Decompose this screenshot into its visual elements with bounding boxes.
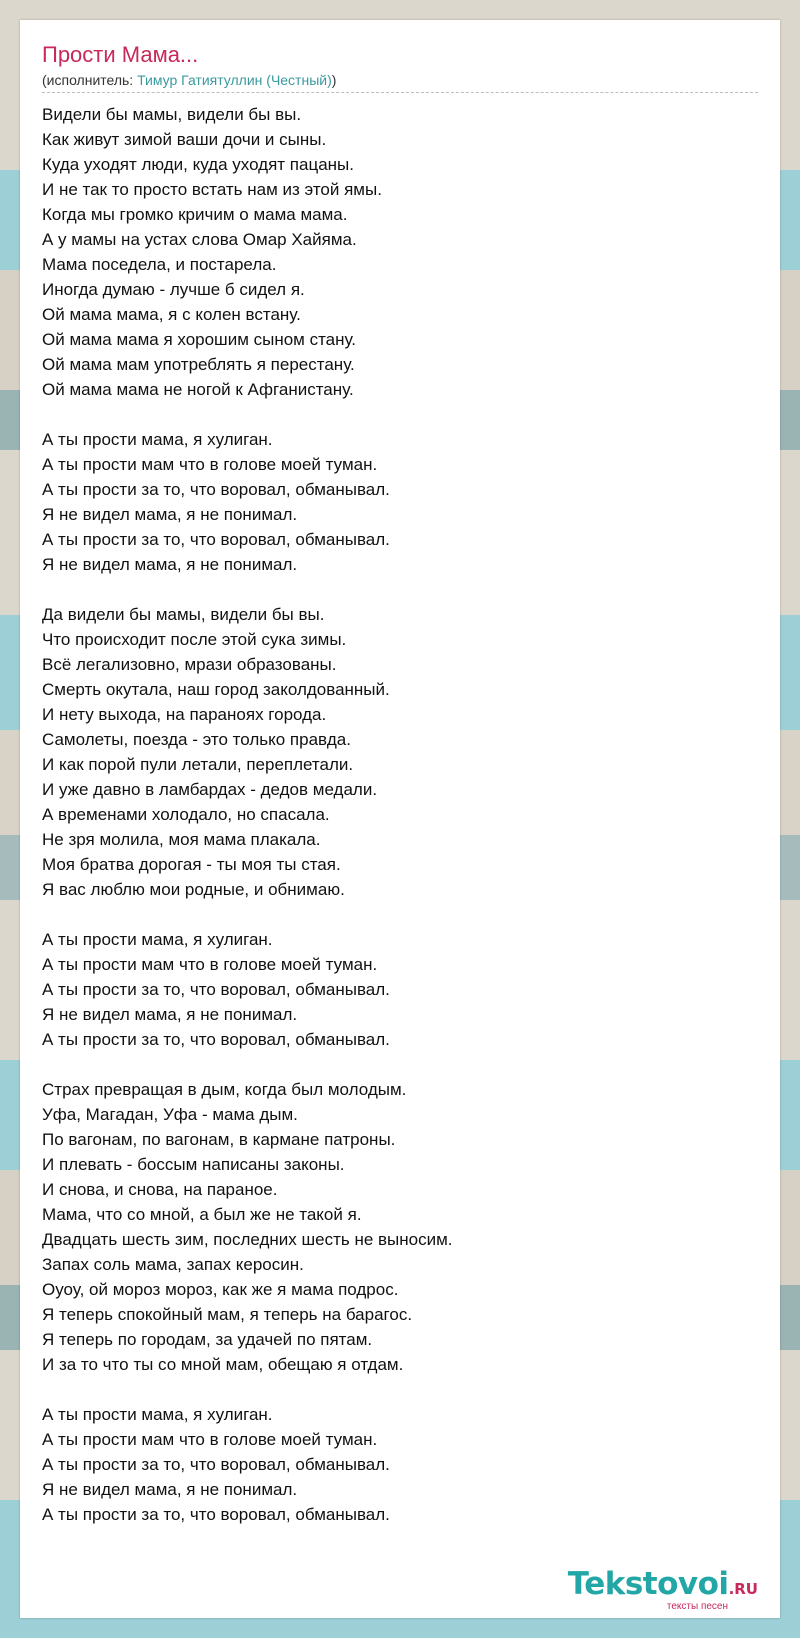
lyrics-line: И уже давно в ламбардах - дедов медали. (42, 780, 378, 799)
lyrics-stanza (42, 927, 758, 1052)
header-divider (42, 92, 758, 93)
lyrics-text (42, 102, 758, 1552)
lyrics-line: Запах соль мама, запах керосин. (42, 1255, 304, 1274)
lyrics-line: И за то что ты со мной мам, обещаю я отдам. (42, 1355, 404, 1374)
lyrics-line: И снова, и снова, на параное. (42, 1180, 278, 1199)
artist-line (42, 70, 758, 90)
lyrics-line: А у мамы на устах слова Омар Хайяма. (42, 230, 357, 249)
lyrics-line: Ой мама мама я хорошим сыном стану. (42, 330, 357, 349)
lyrics-line: По вагонам, по вагонам, в кармане патроны. (42, 1130, 396, 1149)
lyrics-line: А ты прости мам что в голове моей туман. (42, 1430, 378, 1449)
lyrics-stanza (42, 427, 758, 577)
lyrics-line: Мама поседела, и постарела. (42, 255, 277, 274)
logo-name: Tekstovoi (567, 1566, 729, 1602)
lyrics-line: А ты прости мам что в голове моей туман. (42, 955, 378, 974)
lyrics-line: А ты прости мама, я хулиган. (42, 930, 273, 949)
lyrics-line: Ой мама мама, я с колен встану. (42, 305, 301, 324)
lyrics-line: Ой мама мам употреблять я перестану. (42, 355, 355, 374)
lyrics-line: Я вас люблю мои родные, и обнимаю. (42, 880, 345, 899)
lyrics-line: Что происходит после этой сука зимы. (42, 630, 347, 649)
lyrics-line: Да видели бы мамы, видели бы вы. (42, 605, 325, 624)
lyrics-line: Иногда думаю - лучше б сидел я. (42, 280, 305, 299)
lyrics-line: Мама, что со мной, а был же не такой я. (42, 1205, 362, 1224)
logo-tagline: тексты песен (666, 1601, 728, 1612)
lyrics-line: А ты прости за то, что воровал, обманывал. (42, 1455, 390, 1474)
lyrics-line: Не зря молила, моя мама плакала. (42, 830, 321, 849)
lyrics-line: Я не видел мама, я не понимал. (42, 505, 298, 524)
lyrics-line: Я теперь по городам, за удачей по пятам. (42, 1330, 373, 1349)
lyrics-line: Самолеты, поезда - это только правда. (42, 730, 351, 749)
song-header (42, 40, 758, 90)
lyrics-line: Куда уходят люди, куда уходят пацаны. (42, 155, 354, 174)
lyrics-stanza (42, 102, 758, 402)
artist-prefix: (исполнитель: (42, 72, 138, 88)
site-logo[interactable] (568, 1567, 758, 1612)
lyrics-line: И нету выхода, на параноях города. (42, 705, 327, 724)
artist-suffix: ) (331, 72, 337, 88)
lyrics-line: Когда мы громко кричим о мама мама. (42, 205, 348, 224)
lyrics-stanza (42, 602, 758, 902)
lyrics-stanza (42, 1077, 758, 1377)
lyrics-line: А ты прости за то, что воровал, обманывал. (42, 980, 390, 999)
lyrics-line: А ты прости за то, что воровал, обманывал. (42, 1505, 390, 1524)
logo-wordmark (568, 1567, 758, 1606)
lyrics-line: Двадцать шесть зим, последних шесть не выносим. (42, 1230, 453, 1249)
lyrics-line: Смерть окутала, наш город заколдованный. (42, 680, 390, 699)
lyrics-line: И как порой пули летали, переплетали. (42, 755, 354, 774)
lyrics-line: Я теперь спокойный мам, я теперь на барагос. (42, 1305, 413, 1324)
lyrics-line: Всё легализовно, мрази образованы. (42, 655, 337, 674)
lyrics-line: И плевать - боссым написаны законы. (42, 1155, 345, 1174)
lyrics-line: Я не видел мама, я не понимал. (42, 1005, 298, 1024)
lyrics-line: Я не видел мама, я не понимал. (42, 1480, 298, 1499)
lyrics-line: Как живут зимой ваши дочи и сыны. (42, 130, 327, 149)
lyrics-line: Оуоу, ой мороз мороз, как же я мама подрос. (42, 1280, 399, 1299)
content-card (20, 20, 780, 1618)
lyrics-line: А ты прости мама, я хулиган. (42, 1405, 273, 1424)
lyrics-line: Видели бы мамы, видели бы вы. (42, 105, 302, 124)
lyrics-line: А ты прости мама, я хулиган. (42, 430, 273, 449)
lyrics-line: Страх превращая в дым, когда был молодым. (42, 1080, 407, 1099)
lyrics-line: Я не видел мама, я не понимал. (42, 555, 298, 574)
song-title: Прости Мама... (42, 42, 199, 67)
artist-link[interactable]: Тимур Гатиятуллин (Честный) (137, 72, 332, 88)
lyrics-line: А ты прости мам что в голове моей туман. (42, 455, 378, 474)
lyrics-line: А ты прости за то, что воровал, обманывал. (42, 1030, 390, 1049)
lyrics-line: Ой мама мама не ногой к Афганистану. (42, 380, 354, 399)
lyrics-stanza (42, 1402, 758, 1527)
lyrics-line: А временами холодало, но спасала. (42, 805, 330, 824)
logo-suffix: .RU (728, 1580, 758, 1598)
lyrics-line: А ты прости за то, что воровал, обманывал. (42, 530, 390, 549)
lyrics-line: Уфа, Магадан, Уфа - мама дым. (42, 1105, 298, 1124)
lyrics-line: А ты прости за то, что воровал, обманывал. (42, 480, 390, 499)
lyrics-line: Моя братва дорогая - ты моя ты стая. (42, 855, 341, 874)
lyrics-line: И не так то просто встать нам из этой ямы. (42, 180, 382, 199)
